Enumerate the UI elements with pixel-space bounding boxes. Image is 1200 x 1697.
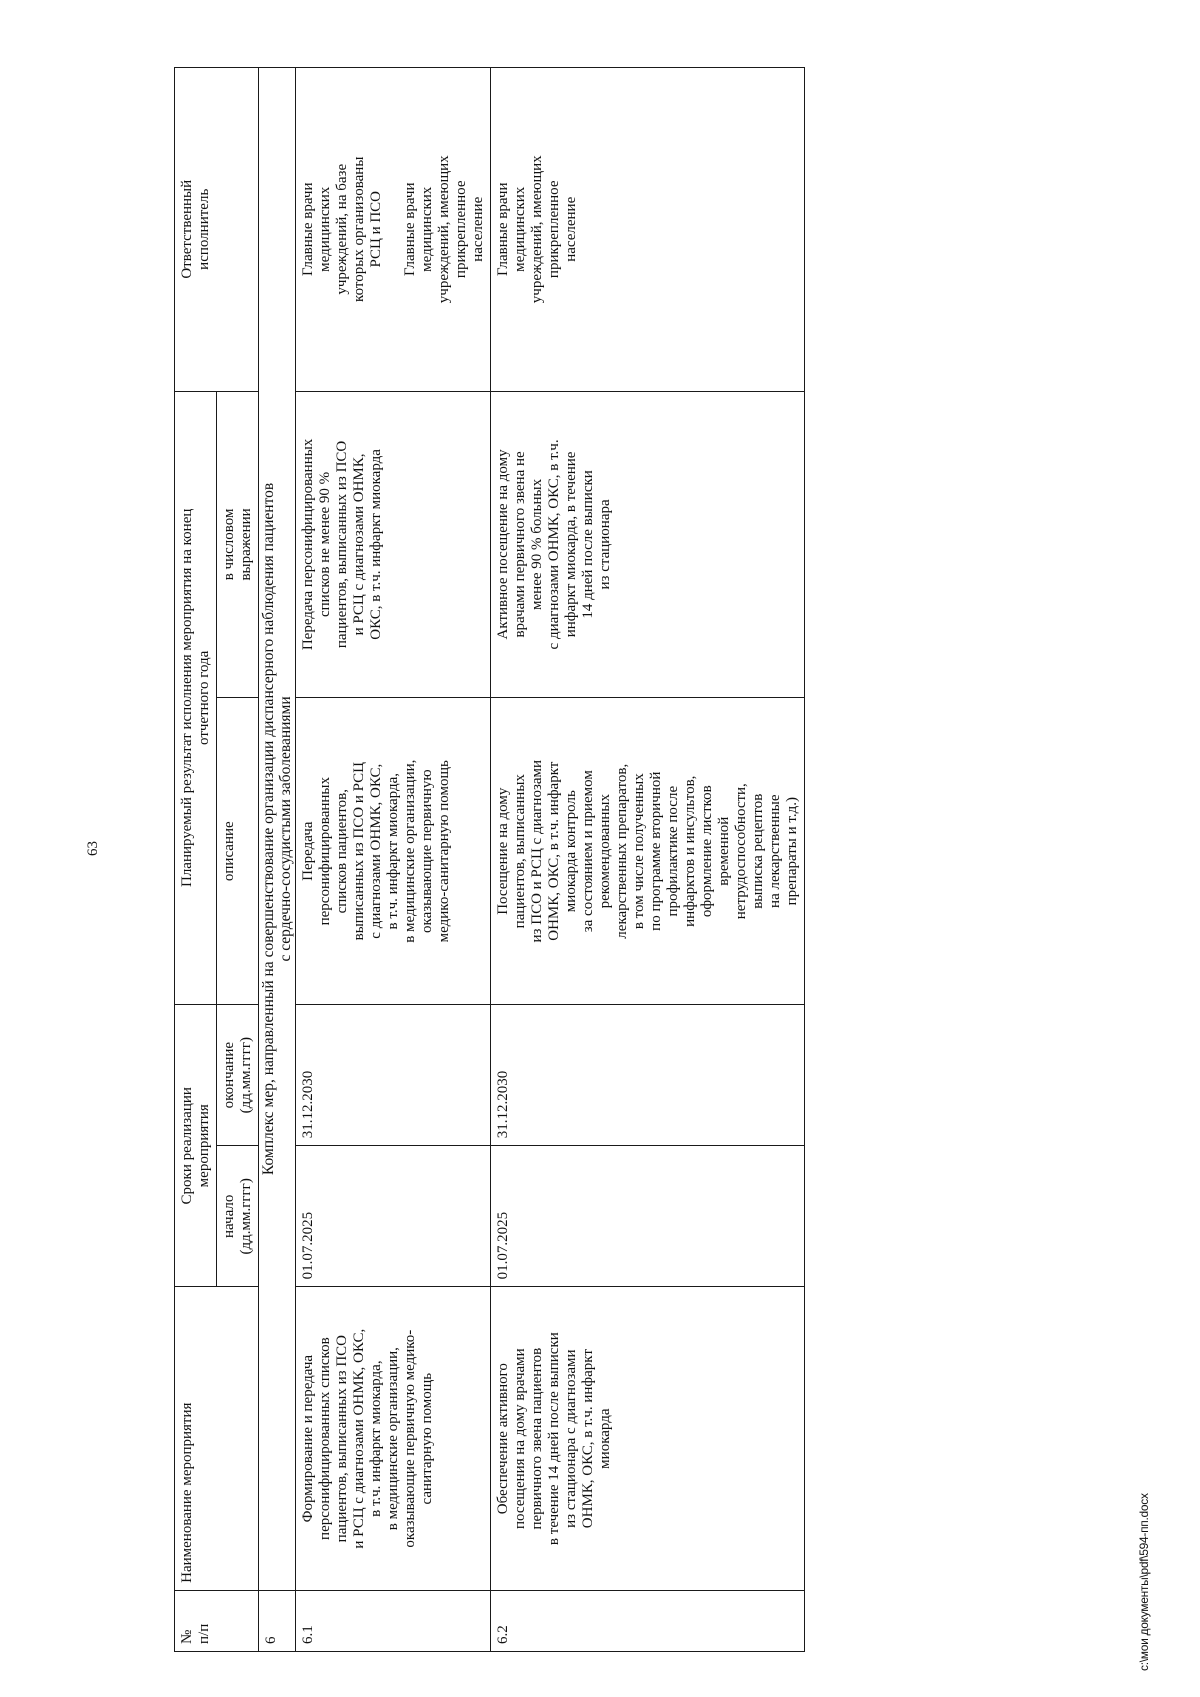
row-responsible <box>296 68 491 392</box>
row-responsible: Главные врачи медицинских учреждений, имеющих прикрепленное население <box>491 68 805 392</box>
page-number: 63 <box>85 841 101 856</box>
row-start-date: 01.07.2025 <box>296 1146 491 1287</box>
header-numeric: в числовом выражении <box>217 391 259 698</box>
row-description: Посещение на дому пациентов, выписанных из ПСО и РСЦ с диагнозами ОНМК, ОКС, в т.ч. инфаркт миокарда контроль за состоянием и приемом рекомендованных лекарственных препаратов, в том числе полученных по программе вторичной профилактике после инфарктов и инсультов, оформление листков временной нетрудоспособности, выписка рецептов на лекарственные препараты и т.д.) <box>491 698 805 1005</box>
footer-file-path: c:\мои документы\pdf\594-пп.docx <box>1137 1493 1151 1671</box>
row-numeric-result: Передача персонифицированных списков не менее 90 % пациентов, выписанных из ПСО и РСЦ с диагнозами ОНМК, ОКС, в т.ч. инфаркт миокарда <box>296 391 491 698</box>
responsible-spacer <box>385 75 402 384</box>
header-num: № п/п <box>175 1590 259 1651</box>
header-responsible: Ответственный исполнитель <box>175 68 259 392</box>
row-numeric-result: Активное посещение на дому врачами первичного звена не менее 90 % больных с диагнозами ОНМК, ОКС, в т.ч. инфаркт миокарда, в течение 14 дней после выписки из стационара <box>491 391 805 698</box>
row-name: Обеспечение активного посещения на дому врачами первичного звена пациентов в течение 14 дней после выписки из стационара с диагнозами ОНМК, ОКС, в т.ч. инфаркт миокарда <box>491 1287 805 1590</box>
row-end-date: 31.12.2030 <box>296 1005 491 1146</box>
table-row <box>296 68 491 1652</box>
row-name: Формирование и передача персонифицированных списков пациентов, выписанных из ПСО и РСЦ с диагнозами ОНМК, ОКС, в т.ч. инфаркт миокарда, в медицинские организации, оказывающие первичную медико- санитарную помощь <box>296 1287 491 1590</box>
row-start-date: 01.07.2025 <box>491 1146 805 1287</box>
section-number: 6 <box>259 1590 296 1651</box>
action-plan-table <box>174 67 805 1652</box>
header-terms: Сроки реализации мероприятия <box>175 1005 217 1287</box>
header-description: описание <box>217 698 259 1005</box>
row-end-date: 31.12.2030 <box>491 1005 805 1146</box>
table-row <box>491 68 805 1652</box>
header-name: Наименование мероприятия <box>175 1287 259 1590</box>
row-responsible-first: Главные врачи медицинских учреждений, на базе которых организованы РСЦ и ПСО <box>300 156 384 302</box>
row-description: Передача персонифицированных списков пациентов, выписанных из ПСО и РСЦ с диагнозами ОНМК, ОКС, в т.ч. инфаркт миокарда, в медицинские организации, оказывающие первичную медико-санитарную помощь <box>296 698 491 1005</box>
header-end: окончание (дд.мм.гггг) <box>217 1005 259 1146</box>
row-responsible-second: Главные врачи медицинских учреждений, имеющих прикрепленное население <box>402 155 486 304</box>
section-title: Комплекс мер, направленный на совершенствование организации диспансерного наблюдения пациентов с сердечно-сосудистыми заболеваниями <box>259 68 296 1591</box>
header-result: Планируемый результат исполнения мероприятия на конец отчетного года <box>175 391 217 1005</box>
header-start: начало (дд.мм.гггг) <box>217 1146 259 1287</box>
row-number: 6.1 <box>296 1590 491 1651</box>
section-row <box>259 68 296 1652</box>
row-number: 6.2 <box>491 1590 805 1651</box>
header-row-1 <box>175 68 217 1652</box>
